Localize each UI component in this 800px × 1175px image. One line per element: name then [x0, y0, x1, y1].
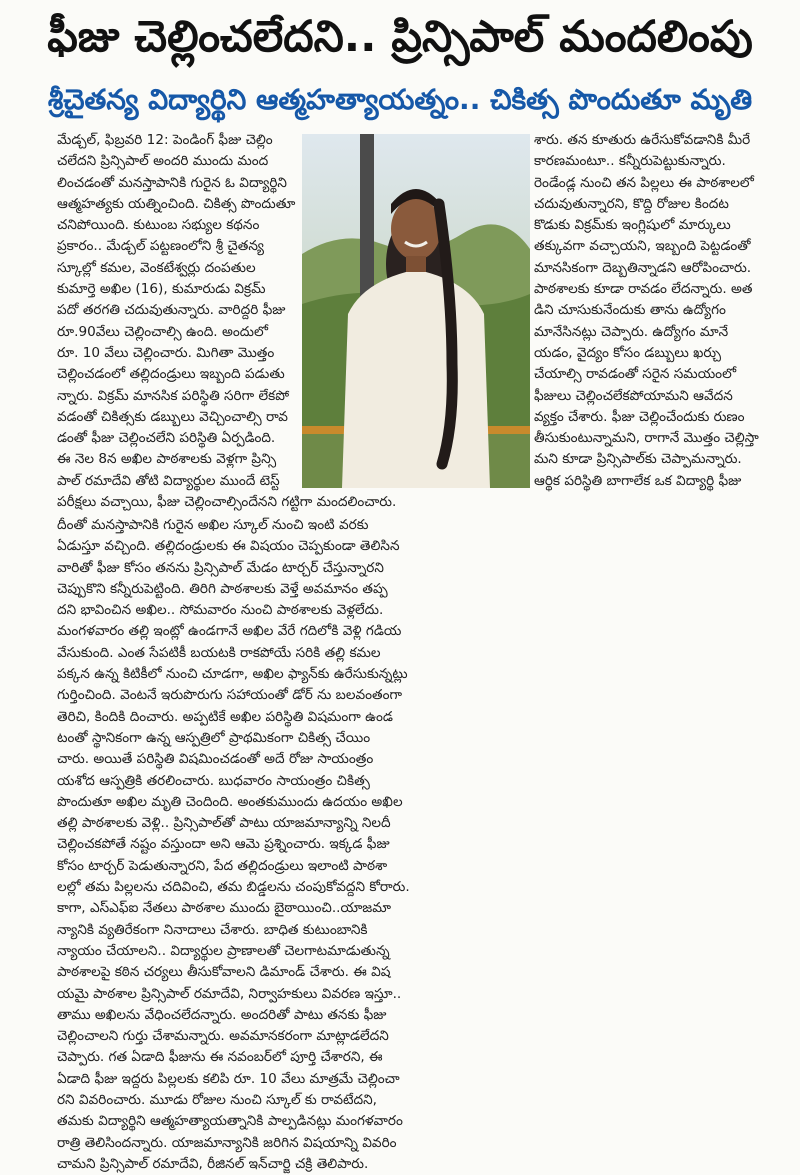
article-line: చలేదని ప్రిన్సిపాల్ అందరి ముందు మంద	[57, 153, 269, 170]
article-line: వడంతో చికిత్సకు డబ్బులు వెచ్చించాల్సి రావ	[57, 408, 288, 425]
article-line: వారితో ఫీజు కోసం తనను ప్రిన్సిపాల్ మేడం టార్చర్ చేస్తున్నారని	[57, 559, 384, 576]
article-line: కొడుకు విక్రమ్‌కు ఇంగ్లిషులో మార్కులు	[534, 217, 731, 234]
article-line: చేయాల్సి రావడంతో సరైన సమయంలో	[534, 366, 737, 383]
article-line: పొందుతూ అఖిల మృతి చెందింది. అంతకుముందు ఉదయం అఖిల	[57, 793, 403, 810]
article-line: మంగళవారం తల్లి ఇంట్లో ఉండగానే అఖిల వేరే గదిలోకి వెళ్లి గడియ	[57, 623, 402, 640]
article-line: తక్కువగా వచ్చాయని, ఇబ్బంది పెట్టడంతో	[534, 238, 751, 255]
article-line: రాత్రి తెలిసిందన్నారు. యాజమాన్యానికి జరిగిన విషయాన్ని వివరిం	[57, 1134, 397, 1151]
article-line: తల్లి పాఠశాలకు వెళ్లి.. ప్రిన్సిపాల్‌తో పాటు యాజమాన్యాన్ని నిలదీ	[57, 815, 391, 832]
article-line: మని కూడా ప్రిన్సిపాల్‌కు చెప్పామన్నారు.	[534, 451, 742, 468]
article-line: తమకు విద్యార్థిని ఆత్మహత్యాయత్నానికి పాల్పడినట్లు మంగళవారం	[57, 1113, 403, 1130]
student-portrait-illustration	[302, 134, 530, 488]
article-line: తీసుకుంటున్నామని, రాగానే మొత్తం చెల్లిస్తా	[534, 430, 759, 447]
article-line: లల్లో తమ పిల్లలను చదివించి, తమ బిడ్డలను చంపుకోవద్దని కోరారు.	[57, 879, 410, 896]
article-line: చెల్లించడంలో తల్లిదండ్రులు ఇబ్బంది పడుతు	[57, 366, 285, 383]
article-line: లించడంతో మనస్తాపానికి గురైన ఓ విద్యార్థిని	[57, 174, 287, 191]
article-line: మేడ్చల్, ఫిబ్రవరి 12: పెండింగ్ ఫీజు చెల్లిం	[57, 132, 273, 148]
article-line: ఆత్మహత్యకు యత్నించింది. చికిత్స పొందుతూ	[57, 195, 296, 212]
article-line: కోసం టార్చర్ పెడుతున్నారని, పేద తల్లిదండ్రులు ఇలాంటి పాఠశా	[57, 857, 388, 874]
article-line: దని భావించిన అఖిల.. సోమవారం నుంచి పాఠశాలకు వెళ్లలేదు.	[57, 602, 384, 619]
article-line: ప్రకారం.. మేడ్చల్ పట్టణంలోని శ్రీ చైతన్య	[57, 238, 264, 255]
article-line: చెల్లించాలని గుర్తు చేశామన్నారు. అవమానకరంగా మాట్లాడలేదని	[57, 1028, 389, 1045]
article-line: యశోద ఆస్పత్రికి తరలించారు. బుధవారం సాయంత్రం చికిత్స	[57, 772, 370, 789]
article-line: యమై పాఠశాల ప్రిన్సిపాల్ రమాదేవి, నిర్వాహకులు వివరణ ఇస్తూ..	[57, 985, 402, 1002]
headline: ఫీజు చెల్లించలేదని.. ప్రిన్సిపాల్ మందలింపు	[47, 12, 753, 62]
article-line: పాల్ రమాదేవి తోటి విద్యార్థుల ముందే టెస్ట్	[57, 472, 280, 489]
article-line: తాము అఖిలను వేధించలేదన్నారు. అందరితో పాటు తనకు ఫీజు	[57, 1006, 387, 1023]
article-line: మానేసినట్లు చెప్పారు. ఉద్యోగం మానే	[534, 323, 729, 340]
article-column-left	[57, 130, 397, 514]
article-line: పాఠశాలపై కఠిన చర్యలు తీసుకోవాలని డిమాండ్ చేశారు. ఈ విష	[57, 964, 391, 981]
article-line: పక్కన ఉన్న కిటికీలో నుంచి చూడగా, అఖిల ఫ్యాన్‌కు ఉరేసుకున్నట్లు	[57, 666, 408, 683]
article-line: చెప్పారు. గత ఏడాది ఫీజును ఈ నవంబర్‌లో పూర్తి చేశారని, ఈ	[57, 1049, 383, 1066]
article-line: దీంతో మనస్తాపానికి గురైన అఖిల స్కూల్ నుంచి ఇంటి వరకు	[57, 517, 369, 533]
article-line: చారు. అయితే పరిస్థితి విషమించడంతో అదే రోజు సాయంత్రం	[57, 751, 374, 768]
student-photo	[302, 134, 530, 488]
article-line: చెల్లించకపోతే నష్టం వస్తుందా అని ఆమె ప్రశ్నించారు. ఇక్కడ ఫీజు	[57, 836, 390, 853]
article-line: చెప్పుకొని కన్నీరుపెట్టింది. తిరిగి పాఠశాలకు వెళ్తే అవమానం తప్ప	[57, 580, 388, 597]
article-line: టంతో స్థానికంగా ఉన్న ఆస్పత్రిలో ప్రాథమికంగా చికిత్స చేయిం	[57, 729, 371, 746]
article-column-wide	[57, 515, 792, 1172]
article-column-right	[534, 130, 792, 514]
article-line: ఏడుస్తూ వచ్చింది. తల్లిదండ్రులకు ఈ విషయం చెప్పకుండా తెలిసిన	[57, 538, 400, 555]
article-line: ఈ నెల 8న అఖిల పాఠశాలకు వెళ్లగా ప్రిన్సి	[57, 451, 277, 468]
article-line: కుమార్తె అఖిల (16), కుమారుడు విక్రమ్	[57, 281, 266, 298]
article-line: న్యానికి వ్యతిరేకంగా నినాదాలు చేశారు. బాధిత కుటుంబానికి	[57, 921, 368, 938]
article-line: డిని చూసుకునేందుకు తాను ఉద్యోగం	[534, 302, 726, 319]
article-line: రని వివరించారు. మూడు రోజుల నుంచి స్కూల్ కు రావటేదని,	[57, 1092, 377, 1109]
article-line: కాగా, ఎస్ఎఫ్ఐ నేతలు పాఠశాల ముందు బైఠాయించి..యాజమా	[57, 900, 391, 917]
article-line: యడం, వైద్యం కోసం డబ్బులు ఖర్చు	[534, 344, 722, 361]
article-line: పదో తరగతి చదువుతున్నారు. వారిద్దరి ఫీజు	[57, 302, 286, 319]
article-line: మానసికంగా దెబ్బతిన్నాడని ఆరోపించారు.	[534, 259, 752, 276]
article-line: పాఠశాలకు కూడా రావడం లేదన్నారు. అత	[534, 281, 753, 298]
article-line: వ్యక్తం చేశారు. ఫీజు చెల్లించేందుకు రుణం	[534, 408, 745, 425]
article-line: రూ.90వేలు చెల్లించాల్సి ఉంది. అందులో	[57, 323, 268, 340]
article-line: న్నారు. విక్రమ్ మానసిక పరిస్థితి సరిగా లేకపో	[57, 387, 290, 404]
article-line: రెండేండ్ల నుంచి తన పిల్లలు ఈ పాఠశాలలో	[534, 174, 754, 191]
article-line: గుర్తించింది. వెంటనే ఇరుపొరుగు సహాయంతో డోర్ ను బలవంతంగా	[57, 687, 403, 704]
article-line: చనిపోయింది. కుటుంబ సభ్యుల కథనం	[57, 217, 260, 234]
article-line: స్కూల్లో కమల, వెంకటేశ్వర్లు దంపతుల	[57, 259, 256, 276]
article-line: ఆర్థిక పరిస్థితి బాగాలేక ఒక విద్యార్థి ఫీజు	[534, 472, 742, 489]
article-line: ఏడాది ఫీజు ఇద్దరు పిల్లలకు కలిపి రూ. 10 వేలు మాత్రమే చెల్లించా	[57, 1070, 400, 1087]
article-line: చామని ప్రిన్సిపాల్ రమాదేవి, రీజినల్ ఇన్‌చార్జి చక్రి తెలిపారు.	[57, 1155, 369, 1172]
article-line: శారు. తన కూతురు ఉరేసుకోవడానికి మీరే	[534, 132, 751, 148]
article-line: ఫీజులు చెల్లించలేకపోయామని ఆవేదన	[534, 387, 733, 404]
article-line: న్యాయం చేయాలని.. విద్యార్థుల ప్రాణాలతో చెలగాటమాడుతున్న	[57, 942, 390, 959]
subheadline: శ్రీచైతన్య విద్యార్థిని ఆత్మహత్యాయత్నం.. చికిత్స పొందుతూ మృతి	[47, 83, 753, 116]
article-line: పరీక్షలు వచ్చాయి, ఫీజు చెల్లించాల్సిందేనని గట్టిగా మందలించారు.	[57, 494, 397, 511]
article-line: డంతో ఫీజు చెల్లించలేని పరిస్థితి ఏర్పడింది.	[57, 430, 276, 447]
article-line: వేసుకుంది. ఎంత సేపటికీ బయటకి రాకపోయే సరికి తల్లి కమల	[57, 644, 381, 661]
article-line: రూ. 10 వేలు చెల్లించారు. మిగితా మొత్తం	[57, 344, 275, 361]
article-line: తెరిచి, కిందికి దించారు. అప్పటికే అఖిల పరిస్థితి విషమంగా ఉండ	[57, 708, 393, 725]
article-line: చదువుతున్నారని, కొద్ది రోజుల కిందట	[534, 195, 729, 212]
article-line: కారణమంటూ.. కన్నీరుపెట్టుకున్నారు.	[534, 153, 726, 170]
